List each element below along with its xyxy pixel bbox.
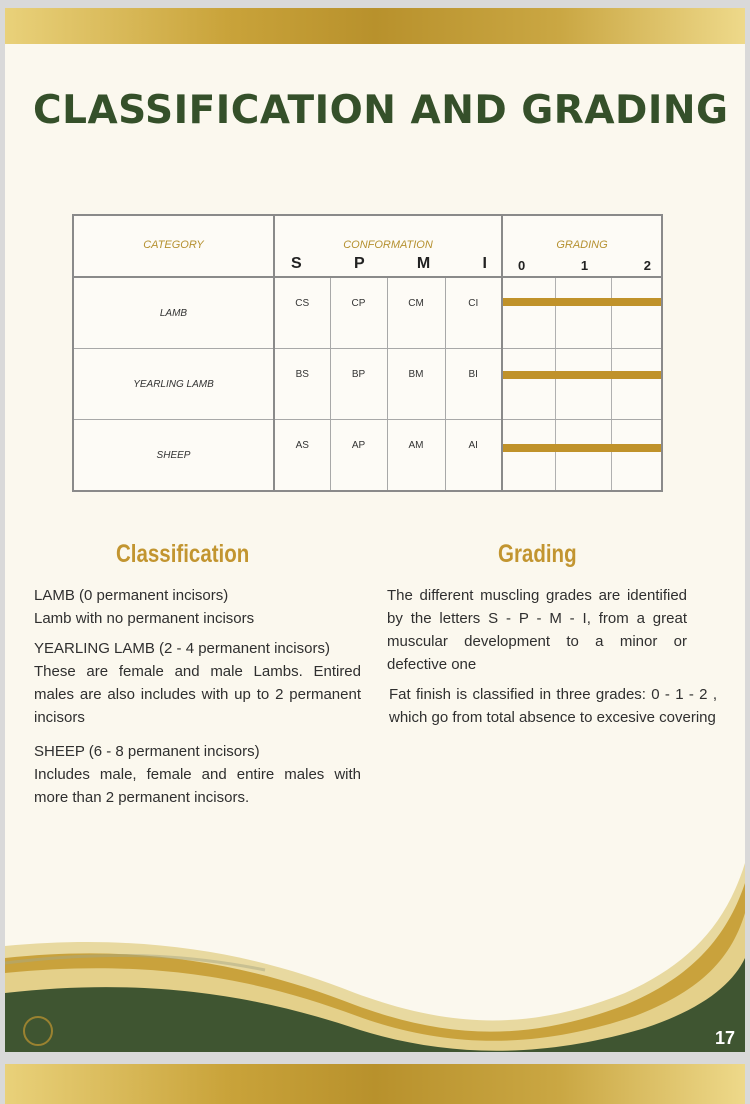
row-code: CM — [387, 277, 445, 349]
grading-heading: Grading — [498, 540, 577, 568]
sheep-description: Includes male, female and entire males with more than 2 permanent incisors. — [34, 766, 361, 806]
page-number: 17 — [714, 1028, 735, 1048]
sheep-title: SHEEP (6 - 8 permanent incisors) — [34, 743, 260, 760]
row-code: BI — [445, 349, 502, 420]
row-code: AI — [445, 420, 502, 492]
letter-p: P — [353, 255, 365, 272]
letter-m: M — [416, 255, 431, 272]
grade-0: 0 — [518, 258, 526, 273]
grade-2: 2 — [643, 258, 651, 273]
page-title: CLASSIFICATION AND GRADING — [33, 88, 729, 133]
letter-s: S — [291, 255, 302, 272]
row-code: AS — [274, 420, 330, 492]
row-code: CS — [274, 277, 330, 349]
row-category: LAMB — [73, 277, 274, 349]
next-page-gold-band — [5, 1064, 745, 1104]
grading-header: GRADING — [556, 239, 608, 251]
yearling-lamb-description: These are female and male Lambs. Entired males are also includes with up to 2 permanent incisors — [34, 663, 361, 726]
row-category: SHEEP — [73, 420, 274, 492]
lamb-description: Lamb with no permanent incisors — [34, 610, 255, 627]
row-category: YEARLING LAMB — [73, 349, 274, 420]
decorative-waves — [5, 8, 745, 1052]
lamb-title: LAMB (0 permanent incisors) — [34, 587, 229, 604]
classification-heading: Classification — [116, 540, 250, 568]
yearling-lamb-title: YEARLING LAMB (2 - 4 permanent incisors) — [34, 640, 330, 657]
category-header: CATEGORY — [143, 239, 204, 251]
conformation-header: CONFORMATION — [343, 239, 433, 251]
document-page — [5, 8, 745, 1052]
fat-finish-paragraph: Fat finish is classified in three grades: 0 - 1 - 2 , which go from total absence to excesive covering — [389, 686, 717, 726]
muscling-paragraph: The different muscling grades are identified by the letters S - P - M - I, from a great muscular development to a minor or defective one — [387, 587, 687, 673]
next-page-edge — [5, 1064, 745, 1104]
row-code: CI — [445, 277, 502, 349]
logo-icon — [23, 1016, 53, 1046]
row-code: BS — [274, 349, 330, 420]
row-code: AP — [330, 420, 387, 492]
row-code: CP — [330, 277, 387, 349]
grade-1: 1 — [580, 258, 589, 273]
letter-i: I — [482, 255, 487, 272]
row-code: BP — [330, 349, 387, 420]
row-code: BM — [387, 349, 445, 420]
row-code: AM — [387, 420, 445, 492]
